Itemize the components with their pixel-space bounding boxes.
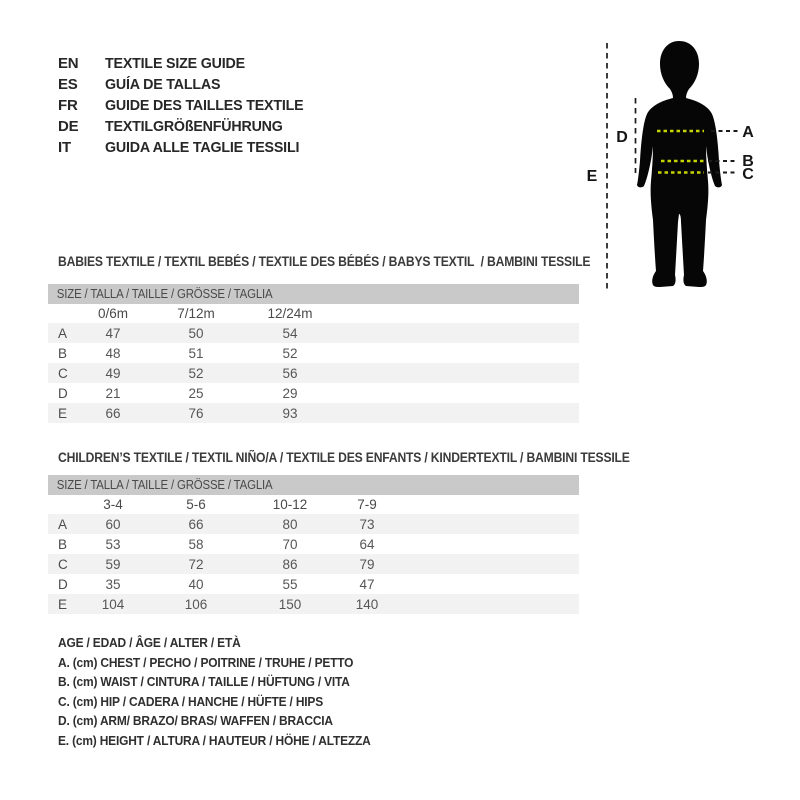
column-header: 5-6	[186, 497, 206, 512]
babies-size-table	[48, 284, 579, 423]
cell-value: 72	[188, 556, 204, 572]
cell-value: 60	[105, 516, 121, 532]
cell-value: 66	[188, 516, 204, 532]
cell-value: 80	[282, 516, 298, 532]
size-header-bar	[48, 475, 579, 495]
table-row	[48, 403, 579, 423]
children-section-title: CHILDREN’S TEXTILE / TEXTIL NIÑO/A / TEXTILE DES ENFANTS / KINDERTEXTIL / BAMBINI TESSILE	[58, 450, 630, 465]
babies-section-title: BABIES TEXTILE / TEXTIL BEBÉS / TEXTILE DES BÉBÉS / BABYS TEXTIL / BAMBINI TESSILE	[58, 254, 591, 269]
table-row	[48, 383, 579, 403]
table-row	[48, 574, 579, 594]
row-label: A	[58, 516, 68, 532]
cell-value: 76	[188, 405, 204, 421]
figure-label-d: D	[616, 129, 628, 146]
column-header: 7-9	[357, 497, 377, 512]
cell-value: 52	[188, 365, 204, 381]
cell-value: 51	[188, 345, 204, 361]
cell-value: 50	[188, 325, 204, 341]
language-code: FR	[58, 97, 78, 114]
cell-value: 64	[359, 536, 375, 552]
language-code: IT	[58, 139, 71, 156]
column-header: 3-4	[103, 497, 123, 512]
cell-value: 59	[105, 556, 121, 572]
figure-label-e: E	[586, 168, 598, 185]
row-label: B	[58, 536, 68, 552]
table-row	[48, 594, 579, 614]
guide-title: GUIDA ALLE TAGLIE TESSILI	[105, 139, 300, 156]
guide-title: TEXTILE SIZE GUIDE	[105, 55, 245, 72]
size-header-label: SIZE / TALLA / TAILLE / GRÖSSE / TAGLIA	[56, 477, 273, 492]
figure-label-b: B	[742, 153, 754, 170]
measurement-legend	[58, 633, 398, 751]
legend-age: AGE / EDAD / ÂGE / ALTER / ETÀ	[58, 635, 241, 650]
language-code: DE	[58, 118, 79, 135]
row-label: E	[58, 596, 68, 612]
legend-hip: C. (cm) HIP / CADERA / HANCHE / HÜFTE / HIPS	[58, 693, 324, 709]
cell-value: 49	[105, 365, 121, 381]
cell-value: 25	[188, 385, 204, 401]
row-label: C	[58, 365, 68, 381]
row-label: A	[58, 325, 68, 341]
cell-value: 53	[105, 536, 121, 552]
cell-value: 66	[105, 405, 121, 421]
row-label: E	[58, 405, 68, 421]
column-header: 7/12m	[177, 306, 215, 321]
legend-height: E. (cm) HEIGHT / ALTURA / HAUTEUR / HÖHE / ALTEZZA	[58, 732, 371, 748]
size-header-bar	[48, 284, 579, 304]
table-row	[48, 363, 579, 383]
cell-value: 48	[105, 345, 121, 361]
cell-value: 56	[282, 365, 298, 381]
cell-value: 86	[282, 556, 298, 572]
row-label: D	[58, 385, 68, 401]
column-header-row	[48, 495, 579, 514]
legend-arm: D. (cm) ARM/ BRAZO/ BRAS/ WAFFEN / BRACCIA	[58, 713, 333, 729]
column-header: 0/6m	[97, 306, 128, 321]
cell-value: 40	[188, 576, 204, 592]
cell-value: 150	[278, 596, 302, 612]
guide-title: TEXTILGRÖßENFÜHRUNG	[105, 118, 283, 135]
language-code: EN	[58, 55, 79, 72]
column-header-row	[48, 304, 579, 323]
children-size-table	[48, 475, 579, 614]
table-row	[48, 514, 579, 534]
cell-value: 55	[282, 576, 298, 592]
figure-label-a: A	[742, 124, 754, 141]
table-row	[48, 323, 579, 343]
cell-value: 106	[184, 596, 208, 612]
legend-waist: B. (cm) WAIST / CINTURA / TAILLE / HÜFTUNG / VITA	[58, 674, 350, 690]
cell-value: 47	[359, 576, 375, 592]
column-header: 12/24m	[267, 306, 313, 321]
cell-value: 93	[282, 405, 298, 421]
table-row	[48, 343, 579, 363]
cell-value: 104	[101, 596, 125, 612]
cell-value: 52	[282, 345, 298, 361]
guide-title: GUIDE DES TAILLES TEXTILE	[105, 97, 304, 114]
cell-value: 29	[282, 385, 298, 401]
cell-value: 47	[105, 325, 121, 341]
language-code: ES	[58, 76, 78, 93]
figure-label-c: C	[742, 166, 754, 183]
row-label: D	[58, 576, 68, 592]
guide-title: GUÍA DE TALLAS	[105, 76, 221, 93]
cell-value: 58	[188, 536, 204, 552]
cell-value: 73	[359, 516, 375, 532]
size-header-label: SIZE / TALLA / TAILLE / GRÖSSE / TAGLIA	[56, 286, 273, 301]
cell-value: 35	[105, 576, 121, 592]
child-silhouette	[637, 41, 722, 287]
row-label: C	[58, 556, 68, 572]
cell-value: 70	[282, 536, 298, 552]
table-row	[48, 534, 579, 554]
cell-value: 79	[359, 556, 375, 572]
legend-chest: A. (cm) CHEST / PECHO / POITRINE / TRUHE / PETTO	[58, 654, 354, 670]
column-header: 10-12	[272, 497, 308, 512]
cell-value: 21	[105, 385, 121, 401]
row-label: B	[58, 345, 68, 361]
cell-value: 140	[355, 596, 379, 612]
table-row	[48, 554, 579, 574]
cell-value: 54	[282, 325, 298, 341]
